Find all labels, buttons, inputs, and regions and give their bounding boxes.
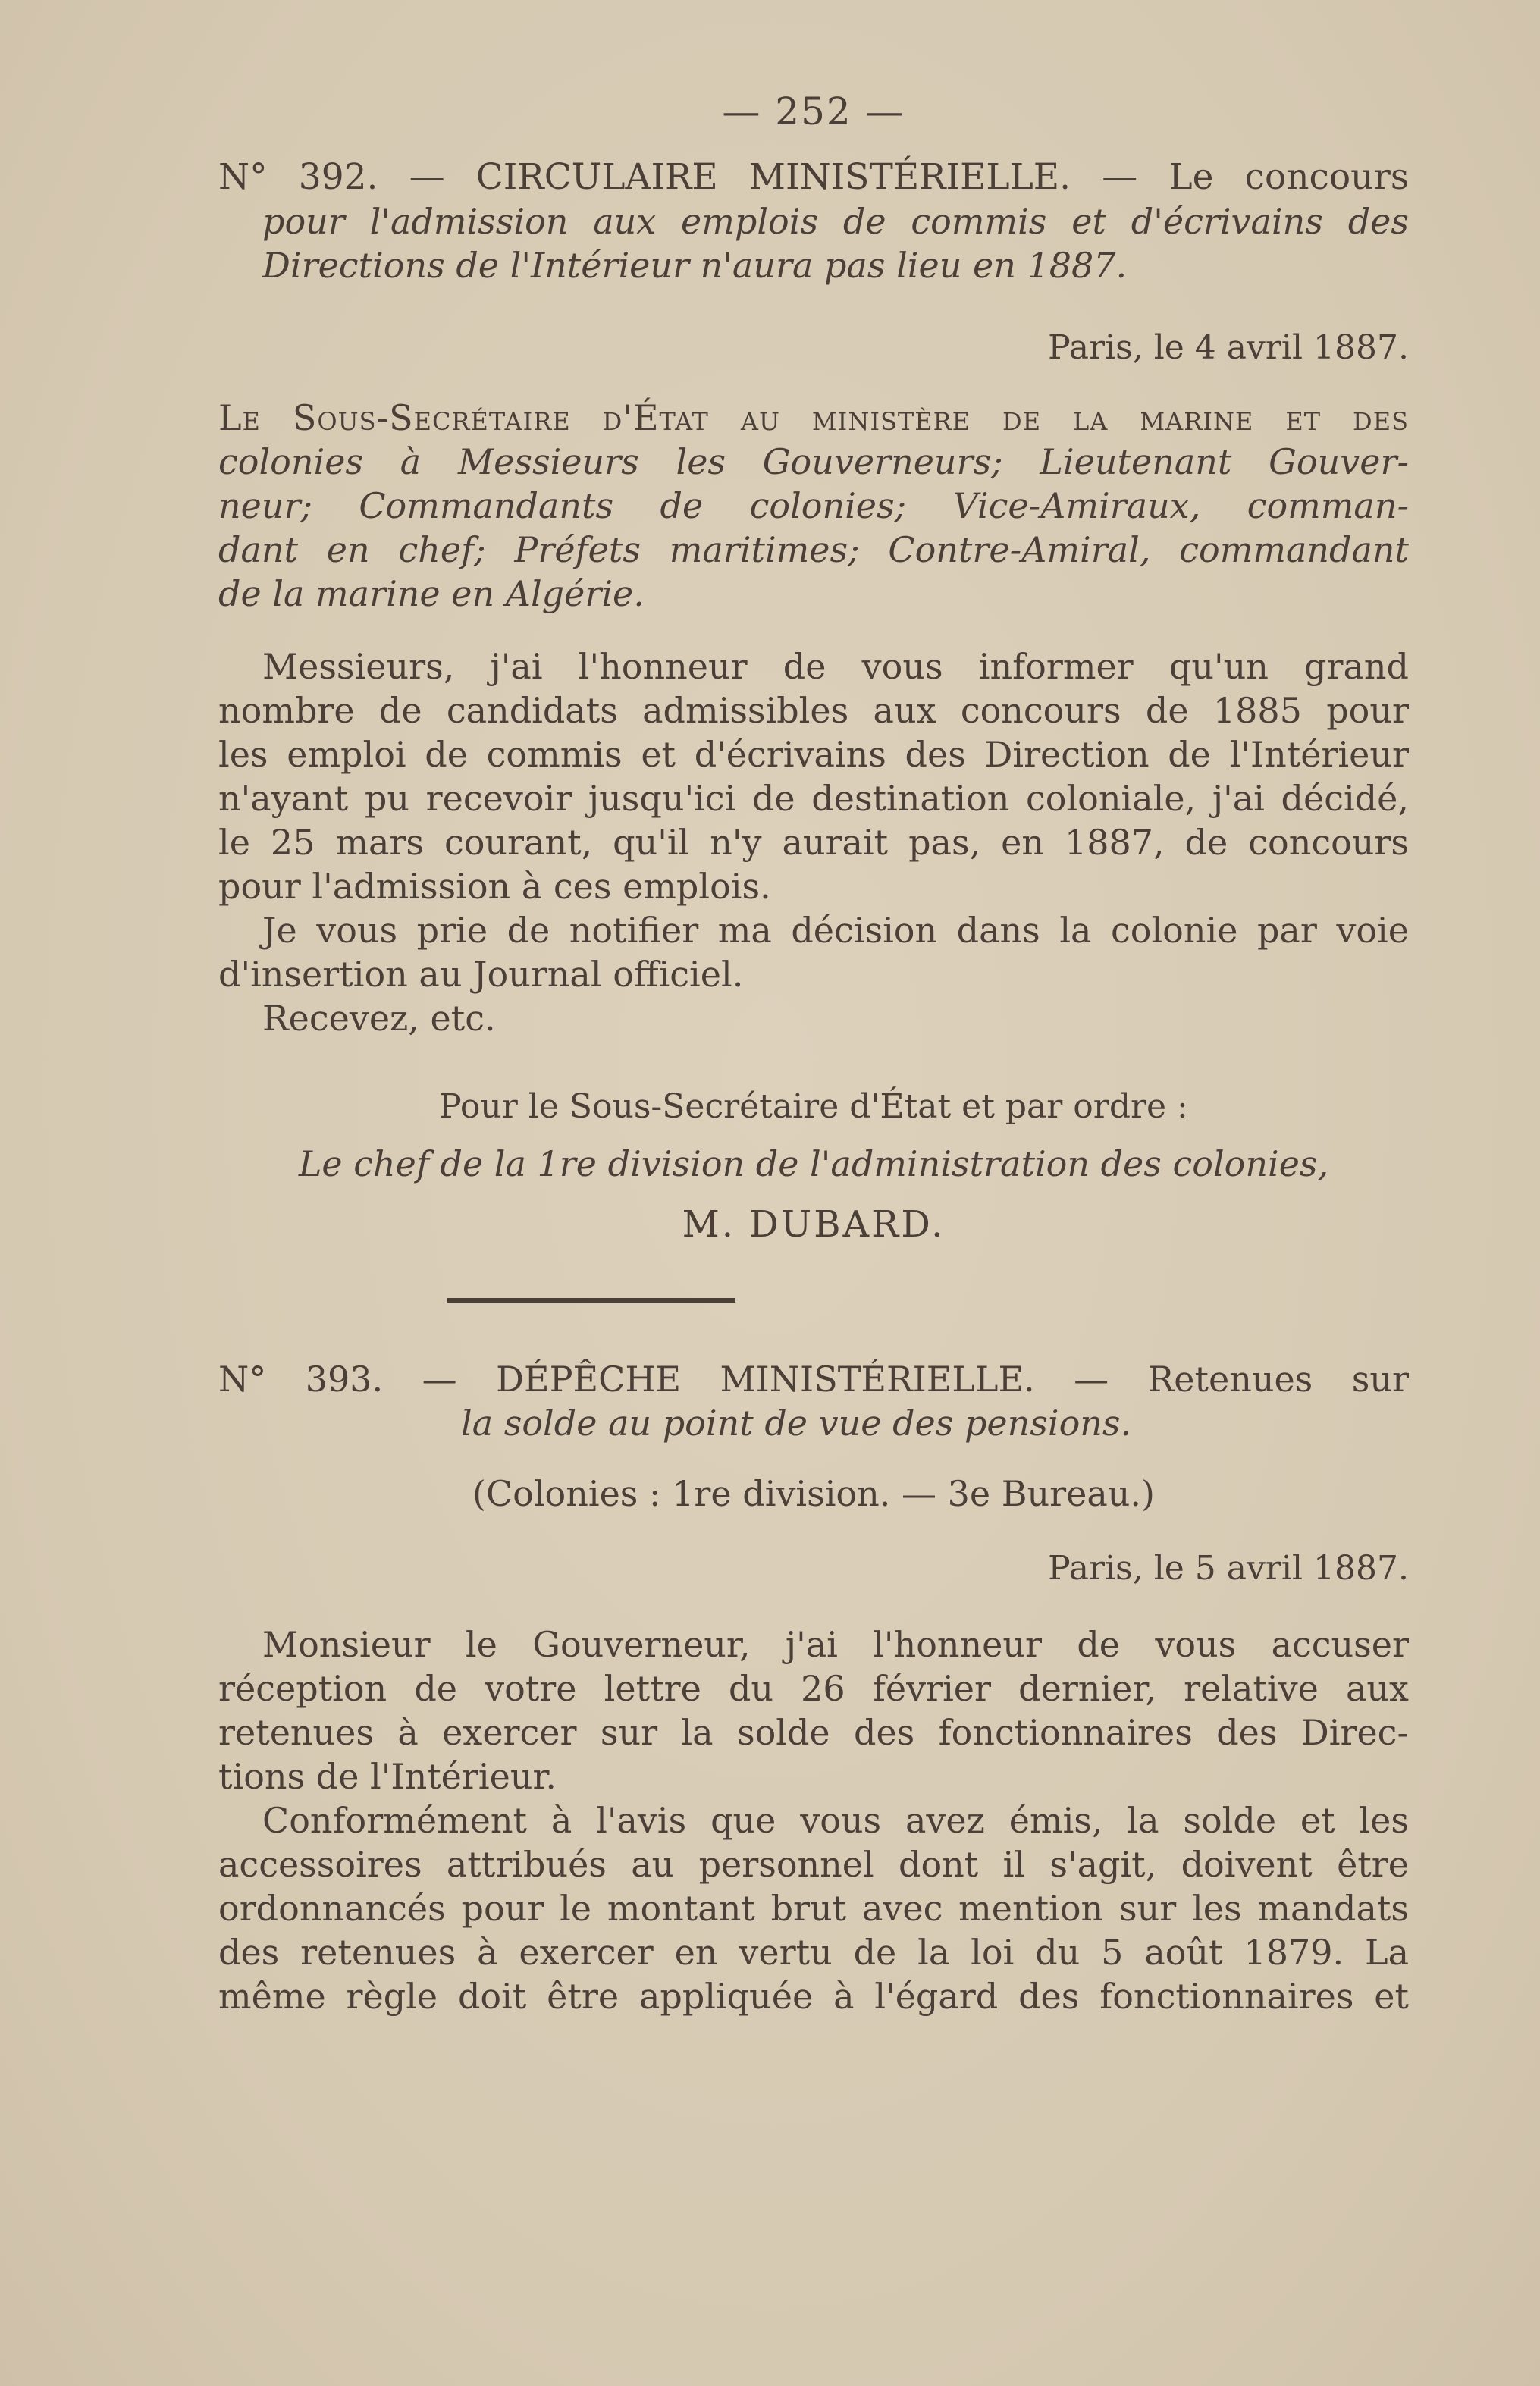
entry-393-body: [218, 1623, 1409, 2018]
entry-392-heading: [218, 155, 1409, 287]
entry-392-place-date: Paris, le 4 avril 1887.: [1048, 328, 1409, 367]
address-line-4: dant en chef; Préfets maritimes; Contre-Amiral, commandant: [218, 529, 1409, 570]
body-393-line-6: accessoires attribués au personnel dont il s'agit, doivent être: [218, 1844, 1409, 1885]
body-392-line-5: le 25 mars courant, qu'il n'y aurait pas, en 1887, de concours: [218, 822, 1409, 863]
address-line-1: Le Sous-Secrétaire d'État au ministère de la marine et des: [218, 397, 1409, 438]
entry-392-head-line-2: pour l'admission aux emplois de commis et d'écrivains des: [262, 201, 1409, 242]
entry-392-address: [218, 396, 1409, 616]
address-line-3: neur; Commandants de colonies; Vice-Amiraux, comman-: [218, 485, 1409, 526]
entry-392-head-line-3: Directions de l'Intérieur n'aura pas lieu en 1887.: [262, 245, 1128, 286]
entry-393-head-line-2: la solde au point de vue des pensions.: [461, 1403, 1132, 1444]
body-393-line-4: tions de l'Intérieur.: [218, 1756, 557, 1797]
entry-393-head-line-1: N° 393. — DÉPÊCHE MINISTÉRIELLE. — Retenues sur: [218, 1359, 1409, 1400]
page-number: — 252 —: [722, 89, 905, 133]
body-392-line-8: d'insertion au Journal officiel.: [218, 954, 744, 995]
address-line-5: de la marine en Algérie.: [218, 573, 645, 614]
body-393-line-1: Monsieur le Gouverneur, j'ai l'honneur de vous accuser: [262, 1624, 1409, 1665]
body-393-line-8: des retenues à exercer en vertu de la loi du 5 août 1879. La: [218, 1932, 1409, 1973]
body-393-line-9: même règle doit être appliquée à l'égard des fonctionnaires et: [218, 1976, 1409, 2017]
body-393-line-7: ordonnancés pour le montant brut avec mention sur les mandats: [218, 1888, 1409, 1929]
entry-392-body: [218, 644, 1409, 1040]
section-divider: [447, 1298, 735, 1303]
entry-392-head-line-1: N° 392. — CIRCULAIRE MINISTÉRIELLE. — Le concours: [218, 156, 1409, 198]
body-392-line-6: pour l'admission à ces emplois.: [218, 866, 771, 907]
address-line-2: colonies à Messieurs les Gouverneurs; Lieutenant Gouver-: [218, 441, 1409, 482]
body-392-line-4: n'ayant pu recevoir jusqu'ici de destination coloniale, j'ai décidé,: [218, 778, 1409, 819]
body-392-line-9: Recevez, etc.: [262, 998, 496, 1039]
signature-line-1: Pour le Sous-Secrétaire d'État et par ordre :: [439, 1087, 1188, 1126]
body-392-line-2: nombre de candidats admissibles aux concours de 1885 pour: [218, 690, 1409, 731]
body-392-line-1: Messieurs, j'ai l'honneur de vous informer qu'un grand: [262, 646, 1409, 687]
body-393-line-2: réception de votre lettre du 26 février dernier, relative aux: [218, 1668, 1409, 1709]
signature-name: M. DUBARD.: [682, 1203, 946, 1246]
body-392-line-3: les emploi de commis et d'écrivains des Direction de l'Intérieur: [218, 734, 1409, 775]
entry-393-bureau: (Colonies : 1re division. — 3e Bureau.): [472, 1473, 1155, 1514]
entry-393-place-date: Paris, le 5 avril 1887.: [1048, 1549, 1409, 1588]
body-393-line-5: Conformément à l'avis que vous avez émis, la solde et les: [262, 1800, 1409, 1841]
signature-line-2: Le chef de la 1re division de l'administration des colonies,: [298, 1143, 1329, 1184]
entry-393-heading: [218, 1357, 1409, 1445]
body-393-line-3: retenues à exercer sur la solde des fonctionnaires des Direc-: [218, 1712, 1409, 1753]
body-392-line-7: Je vous prie de notifier ma décision dans la colonie par voie: [262, 910, 1409, 951]
